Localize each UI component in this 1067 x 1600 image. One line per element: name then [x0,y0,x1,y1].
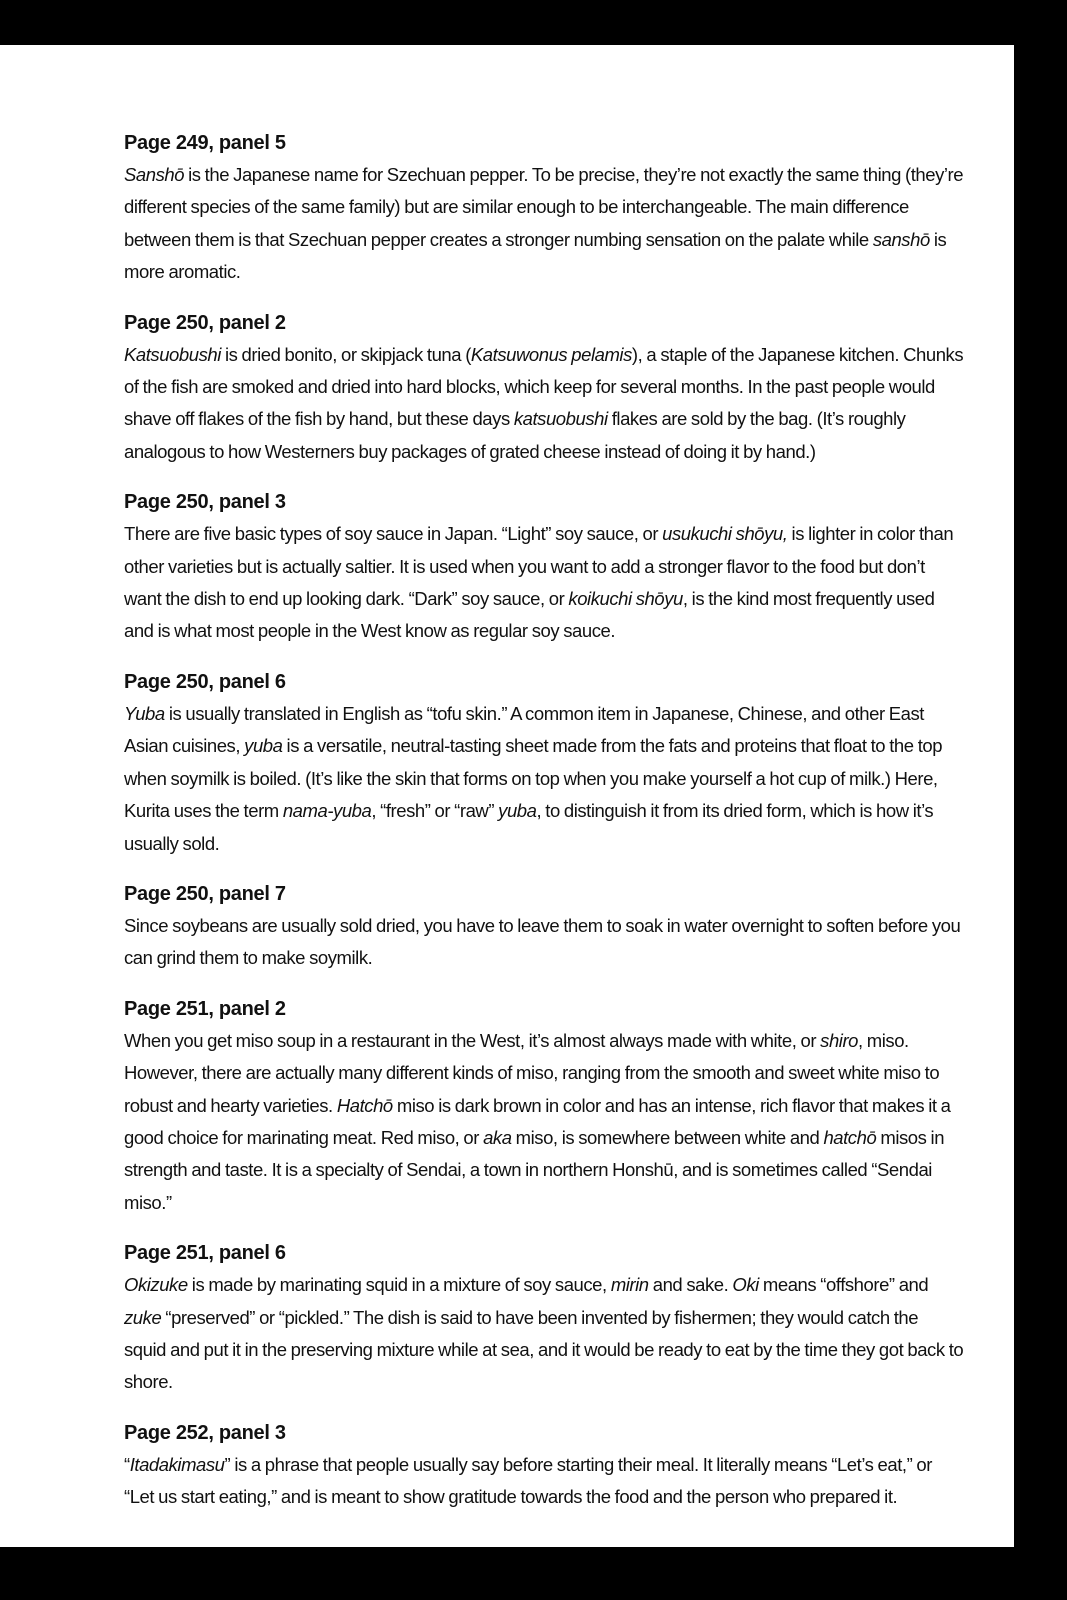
italic-term: shiro [820,1029,858,1051]
note-body [124,698,964,860]
note-heading: Page 252, panel 3 [124,1421,286,1444]
note-section [124,1237,964,1399]
note-body [124,1449,964,1514]
note-section [124,307,964,469]
italic-term: zuke [124,1306,162,1328]
text-run: “ [124,1453,130,1475]
note-heading: Page 250, panel 7 [124,882,286,905]
text-run: Since soybeans are usually sold dried, you have to leave them to soak in water overnight to soften before you can grind them to make soymilk. [124,914,961,969]
text-run: is lighter in color than other varieties but is actually saltier. It is used when you want to add a stronger flavor to the food but don’t want the dish to end up looking dark. “Dark” soy sauce, or [124,523,954,610]
text-run: ), a staple of the Japanese kitchen. Chunks of the fish are smoked and dried into hard blocks, which keep for several months. In the past people would shave off flakes of the fish by hand, but these days [124,343,964,430]
note-section [124,1417,964,1514]
note-heading: Page 250, panel 2 [124,311,286,334]
italic-term: Hatchō [336,1094,393,1116]
note-heading: Page 251, panel 6 [124,1242,286,1265]
italic-term: sanshō [872,228,930,250]
italic-term: mirin [610,1274,649,1296]
text-run: is dried bonito, or skipjack tuna ( [220,343,471,365]
italic-term: yuba [498,800,537,822]
text-run: , miso. However, there are actually many different kinds of miso, ranging from the smooth and sweet white miso to robust and hearty varieties. [124,1029,940,1116]
note-section [124,993,964,1219]
text-run: is a versatile, neutral-tasting sheet made from the fats and proteins that float to the top when soymilk is boiled. (It’s like the skin that forms on top when you make yourself a hot cup of milk.) Here, Kurita uses the term [124,735,943,822]
document-page [0,45,1014,1547]
text-run: is made by marinating squid in a mixture of soy sauce, [187,1274,611,1296]
text-run: , is the kind most frequently used and is what most people in the West know as regular soy sauce. [124,588,935,642]
italic-term: nama-yuba [282,800,372,822]
text-run: When you get miso soup in a restaurant in the West, it’s almost always made with white, or [124,1029,821,1051]
note-body [124,1269,964,1399]
italic-term: Itadakimasu [129,1453,225,1475]
note-section [124,127,964,289]
text-run: is more aromatic. [124,228,947,283]
italic-term: hatchō [823,1126,877,1148]
translation-notes [124,127,964,1532]
note-section [124,878,964,975]
text-run: flakes are sold by the bag. (It’s roughly analogous to how Westerners buy packages of grated cheese instead of doing it by hand.) [124,408,906,462]
text-run: is the Japanese name for Szechuan pepper. To be precise, they’re not exactly the same thing (they’re different species of the same family) but are similar enough to be interchangeable. The main difference between them is that Szechuan pepper creates a stronger numbing sensation on the palate while [124,164,964,250]
italic-term: koikuchi shōyu [568,588,683,610]
text-run: is usually translated in English as “tofu skin.” A common item in Japanese, Chinese, and other East Asian cuisines, [124,702,924,757]
note-heading: Page 249, panel 5 [124,132,286,154]
italic-term: Katsuobushi [124,343,221,365]
italic-term: Katsuwonus pelamis [470,343,632,365]
italic-term: usukuchi shōyu, [662,523,788,545]
note-heading: Page 251, panel 2 [124,997,286,1020]
note-body [124,910,964,975]
note-body [124,159,964,289]
italic-term: aka [483,1126,512,1148]
note-body [124,518,964,648]
note-section [124,666,964,860]
text-run: , to distinguish it from its dried form, which is how it’s usually sold. [124,800,934,854]
italic-term: Okizuke [124,1274,188,1296]
text-run: There are five basic types of soy sauce in Japan. “Light” soy sauce, or [124,523,663,545]
italic-term: Sanshō [124,164,185,185]
italic-term: Oki [732,1274,759,1296]
italic-term: katsuobushi [513,408,608,430]
italic-term: Yuba [124,702,165,724]
italic-term: yuba [244,735,283,757]
note-heading: Page 250, panel 6 [124,670,286,693]
text-run: ” is a phrase that people usually say before starting their meal. It literally means “Let’s eat,” or “Let us start eating,” and is meant to show gratitude towards the food and the person who prepared it. [124,1453,932,1508]
note-body [124,1025,964,1219]
text-run: “preserved” or “pickled.” The dish is said to have been invented by fishermen; they would catch the squid and put it in the preserving mixture while at sea, and it would be ready to eat by the time they got back to shore. [124,1306,964,1393]
text-run: miso, is somewhere between white and [511,1126,824,1148]
note-body [124,339,964,469]
text-run: , “fresh” or “raw” [371,800,499,822]
note-heading: Page 250, panel 3 [124,491,286,514]
text-run: means “offshore” and [758,1274,929,1296]
text-run: miso is dark brown in color and has an intense, rich flavor that makes it a good choice for marinating meat. Red miso, or [124,1094,951,1148]
note-section [124,486,964,648]
text-run: and sake. [648,1274,733,1296]
text-run: misos in strength and taste. It is a specialty of Sendai, a town in northern Honshū, and is sometimes called “Sendai miso.” [124,1126,945,1213]
